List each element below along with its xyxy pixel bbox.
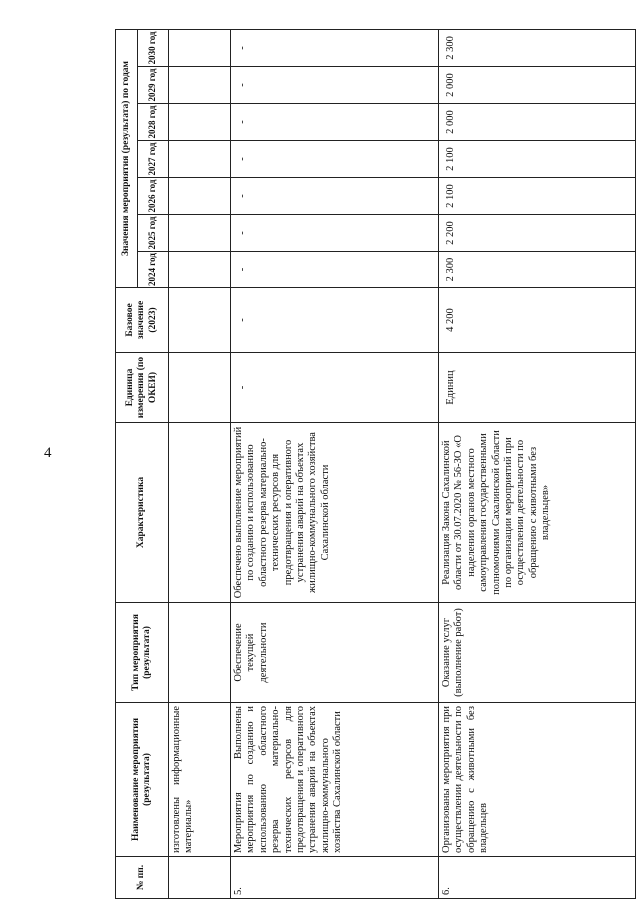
header-name: Наименование мероприятия (результата) [116, 703, 169, 857]
cell-value: - [231, 252, 439, 288]
cell-description: Обеспечено выполнение мероприятий по созданию и использованию областного резерва материально-технических ресурсов для предотвращения и оперативного устранения аварий на объектах жилищно-коммунального хозяйства Сахалинской области [231, 423, 439, 603]
cell-value: 2 300 [439, 252, 636, 288]
cell-value: - [231, 178, 439, 215]
cell-value: - [231, 141, 439, 178]
header-year-2029: 2029 год [138, 67, 169, 104]
cell-description [169, 423, 231, 603]
cell-num [169, 857, 231, 899]
header-year-2024: 2024 год [138, 252, 169, 288]
cell-type [169, 603, 231, 703]
cell-unit: Единиц [439, 353, 636, 423]
cell-value [169, 67, 231, 104]
cell-value [169, 29, 231, 66]
table-row [169, 29, 231, 898]
header-year-2025: 2025 год [138, 215, 169, 252]
table-row [231, 29, 439, 898]
cell-type: Оказание услуг (выполнение работ) [439, 603, 636, 703]
cell-num: 6. [439, 857, 636, 899]
cell-unit: - [231, 353, 439, 423]
header-year-2028: 2028 год [138, 104, 169, 141]
header-values-by-year: Значения мероприятия (результата) по годам [116, 29, 138, 287]
cell-value [169, 141, 231, 178]
cell-name: Мероприятия Выполнены мероприятия по созданию и использованию областного резерва материально-технических ресурсов для предотвращения и оперативного устранения аварий на объектах жилищно-коммунального хозяйства Сахалинской области [231, 703, 439, 857]
cell-value: 2 300 [439, 29, 636, 66]
cell-description: Реализация Закона Сахалинской области от 30.07.2020 № 56-ЗО «О наделении органов местного самоуправления государственными полномочиями Сахалинской области по организации мероприятий при осуществлении деятельности по обращению с животными без владельцев» [439, 423, 636, 603]
cell-value: - [231, 104, 439, 141]
cell-unit [169, 353, 231, 423]
header-row-top [116, 29, 138, 898]
cell-value: - [231, 29, 439, 66]
cell-value: 2 000 [439, 104, 636, 141]
page-number: 4 [44, 445, 52, 461]
cell-value [169, 215, 231, 252]
header-type: Тип мероприятия (результата) [116, 603, 169, 703]
header-description: Характеристика [116, 423, 169, 603]
header-year-2026: 2026 год [138, 178, 169, 215]
header-unit: Единица измерения (по ОКЕИ) [116, 353, 169, 423]
table-row [439, 29, 636, 898]
header-year-2027: 2027 год [138, 141, 169, 178]
header-year-2030: 2030 год [138, 29, 169, 66]
cell-value [169, 178, 231, 215]
cell-value: 2 000 [439, 67, 636, 104]
rotated-table-area [115, 30, 635, 899]
cell-value: - [231, 215, 439, 252]
cell-num: 5. [231, 857, 439, 899]
cell-value: - [231, 67, 439, 104]
cell-value: 2 200 [439, 215, 636, 252]
cell-value: 2 100 [439, 141, 636, 178]
cell-base: - [231, 288, 439, 353]
cell-value [169, 252, 231, 288]
cell-base: 4 200 [439, 288, 636, 353]
cell-type: Обеспечение текущей деятельности [231, 603, 439, 703]
cell-value: 2 100 [439, 178, 636, 215]
cell-name: Организованы мероприятия при осуществлении деятельности по обращению с животными без владельцев [439, 703, 636, 857]
header-num: № пп. [116, 857, 169, 899]
measures-table [115, 29, 636, 899]
cell-name: изготовлены информационные материалы» [169, 703, 231, 857]
header-base-value: Базовое значение (2023) [116, 288, 169, 353]
cell-value [169, 104, 231, 141]
cell-base [169, 288, 231, 353]
